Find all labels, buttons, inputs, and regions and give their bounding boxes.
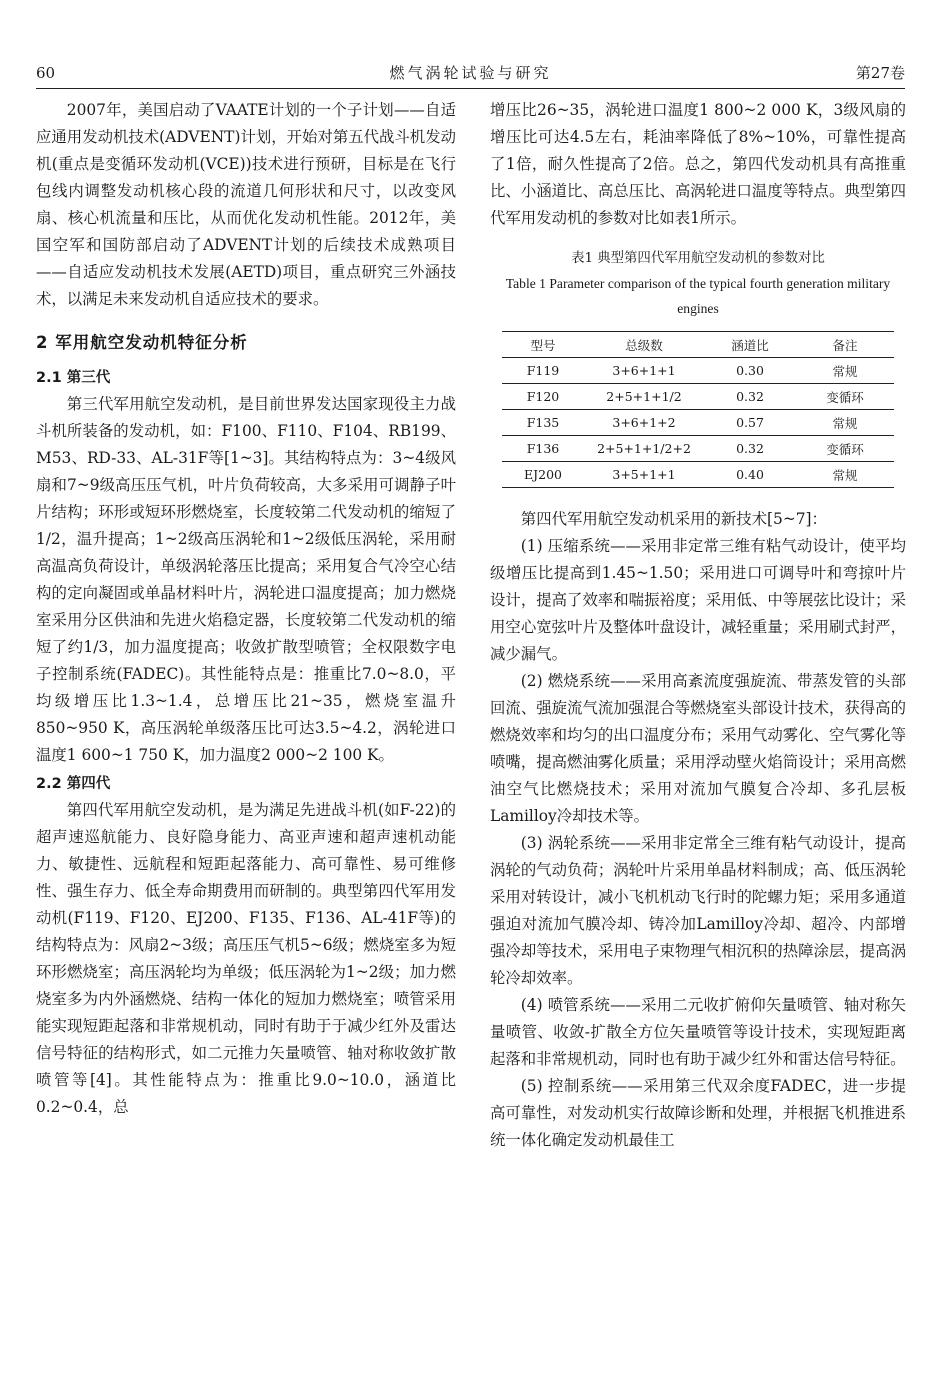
new-tech-item-control: (5) 控制系统——采用第三代双余度FADEC，进一步提高可靠性，对发动机实行故障诊断和处理，并根据飞机推进系统一体化确定发动机最佳工 <box>490 1077 906 1149</box>
table-cell: F136 <box>502 436 584 462</box>
table-cell: 0.40 <box>704 462 796 488</box>
table-row <box>502 384 894 410</box>
running-header <box>36 62 905 84</box>
table-cell: 0.57 <box>704 410 796 436</box>
section-heading: 2 军用航空发动机特征分析 <box>36 333 248 352</box>
header-rule <box>36 88 905 89</box>
table-row <box>502 462 894 488</box>
table-cell: 变循环 <box>796 384 894 410</box>
table-cell: 0.32 <box>704 384 796 410</box>
continued-paragraph: 增压比26~35，涡轮进口温度1 800~2 000 K，3级风扇的增压比可达4.5左右，耗油率降低了8%~10%，可靠性提高了1倍，耐久性提高了2倍。总之，第四代发动机具有高推重比、小涵道比、高总压比、高涡轮进口温度等特点。典型第四代军用发动机的参数对比如表1所示。 <box>490 101 906 227</box>
table-cell: 常规 <box>796 462 894 488</box>
table-row <box>502 358 894 384</box>
table-cell: F120 <box>502 384 584 410</box>
new-tech-intro: 第四代军用航空发动机采用的新技术[5~7]： <box>520 510 827 528</box>
page-number: 60 <box>36 64 56 82</box>
table-cell: EJ200 <box>502 462 584 488</box>
table-caption-cn: 表1 典型第四代军用航空发动机的参数对比 <box>571 251 825 266</box>
table-caption-en: Table 1 Parameter comparison of the typical fourth generation military engines <box>505 276 891 316</box>
subsection-heading-third-gen: 2.1 第三代 <box>36 370 111 386</box>
table-cell: 常规 <box>796 410 894 436</box>
table-cell: 变循环 <box>796 436 894 462</box>
journal-name: 燃气涡轮试验与研究 <box>389 64 552 82</box>
table-header-row <box>502 332 894 358</box>
table-header-cell: 总级数 <box>584 332 704 358</box>
table-cell: 2+5+1+1/2 <box>584 384 704 410</box>
table-cell: F135 <box>502 410 584 436</box>
table-cell: 0.32 <box>704 436 796 462</box>
parameter-table <box>502 331 894 488</box>
right-column <box>490 97 906 1377</box>
new-tech-item-combustion: (2) 燃烧系统——采用高紊流度强旋流、带蒸发管的头部回流、强旋流气流加强混合等燃烧室头部设计技术，获得高的燃烧效率和均匀的出口温度分布；采用气动雾化、空气雾化等喷嘴，提高燃油雾化质量；采用浮动壁火焰筒设计；采用高燃油空气比燃烧技术；采用对流加气膜复合冷却、多孔层板Lamilloy冷却技术等。 <box>490 672 906 825</box>
table-header-cell: 备注 <box>796 332 894 358</box>
intro-paragraph: 2007年，美国启动了VAATE计划的一个子计划——自适应通用发动机技术(ADVENT)计划，开始对第五代战斗机发动机(重点是变循环发动机(VCE))技术进行预研，目标是在飞行包线内调整发动机核心段的流道几何形状和尺寸，以改变风扇、核心机流量和压比，从而优化发动机性能。2012年，美国空军和国防部启动了ADVENT计划的后续技术成熟项目——自适应发动机技术发展(AETD)项目，重点研究三外涵技术，以满足未来发动机自适应技术的要求。 <box>36 101 456 308</box>
table-cell: 3+6+1+1 <box>584 358 704 384</box>
table-header-cell: 涵道比 <box>704 332 796 358</box>
third-gen-paragraph: 第三代军用航空发动机，是目前世界发达国家现役主力战斗机所装备的发动机，如：F100、F110、F104、RB199、M53、RD-33、AL-31F等[1~3]。其结构特点为：3~4级风扇和7~9级高压压气机，叶片负荷较高，大多采用可调静子叶片结构；环形或短环形燃烧室，长度较第二代发动机的缩短了1/2，温升提高；1~2级高压涡轮和1~2级低压涡轮，采用耐高温高负荷设计，单级涡轮落压比提高；采用复合气冷空心结构的定向凝固或单晶材料叶片，涡轮进口温度提高；加力燃烧室采用分区供油和先进火焰稳定器，长度较第二代发动机的缩短了约1/3，加力温度提高；收敛扩散型喷管；全权限数字电子控制系统(FADEC)。其性能特点是：推重比7.0~8.0，平均级增压比1.3~1.4，总增压比21~35，燃烧室温升850~950 K，高压涡轮单级落压比可达3.5~4.2，涡轮进口温度1 600~1 750 K，加力温度2 000~2 100 K。 <box>36 395 456 764</box>
volume-label: 第27卷 <box>855 64 905 82</box>
table-header-cell: 型号 <box>502 332 584 358</box>
table-cell: F119 <box>502 358 584 384</box>
new-tech-item-turbine: (3) 涡轮系统——采用非定常全三维有粘气动设计，提高涡轮的气动负荷；涡轮叶片采用单晶材料制成；高、低压涡轮采用对转设计，减小飞机机动飞行时的陀螺力矩；采用多通道强迫对流加气膜冷却、铸冷加Lamilloy冷却、超冷、内部增强冷却等技术，采用电子束物理气相沉积的热障涂层，提高涡轮冷却效率。 <box>490 834 906 987</box>
fourth-gen-paragraph: 第四代军用航空发动机，是为满足先进战斗机(如F-22)的超声速巡航能力、良好隐身能力、高亚声速和超声速机动能力、敏捷性、远航程和短距起落能力、高可靠性、易可维修性、强生存力、低全寿命期费用而研制的。典型第四代军用发动机(F119、F120、EJ200、F135、F136、AL-41F等)的结构特点为：风扇2~3级；高压压气机5~6级；燃烧室多为短环形燃烧室；高压涡轮均为单级；低压涡轮为1~2级；加力燃烧室多为内外涵燃烧、结构一体化的短加力燃烧室；喷管采用能实现短距起落和非常规机动，同时有助于于减少红外及雷达信号特征的结构形式，如二元推力矢量喷管、轴对称收敛扩散喷管等[4]。其性能特点为：推重比9.0~10.0，涵道比0.2~0.4，总 <box>36 801 456 1116</box>
new-tech-item-nozzle: (4) 喷管系统——采用二元收扩俯仰矢量喷管、轴对称矢量喷管、收敛-扩散全方位矢量喷管等设计技术，实现短距离起落和非常规机动，同时也有助于减少红外和雷达信号特征。 <box>490 996 906 1068</box>
table-cell: 常规 <box>796 358 894 384</box>
table-cell: 2+5+1+1/2+2 <box>584 436 704 462</box>
table-row <box>502 410 894 436</box>
table-cell: 3+6+1+2 <box>584 410 704 436</box>
left-column <box>36 97 456 1377</box>
new-tech-item-compression: (1) 压缩系统——采用非定常三维有粘气动设计，使平均级增压比提高到1.45~1.50；采用进口可调导叶和弯掠叶片设计，提高了效率和喘振裕度；采用低、中等展弦比设计；采用空心宽弦叶片及整体叶盘设计，减轻重量；采用刷式封严，减少漏气。 <box>490 537 906 663</box>
table-cell: 3+5+1+1 <box>584 462 704 488</box>
table-row <box>502 436 894 462</box>
table-cell: 0.30 <box>704 358 796 384</box>
subsection-heading-fourth-gen: 2.2 第四代 <box>36 776 111 792</box>
